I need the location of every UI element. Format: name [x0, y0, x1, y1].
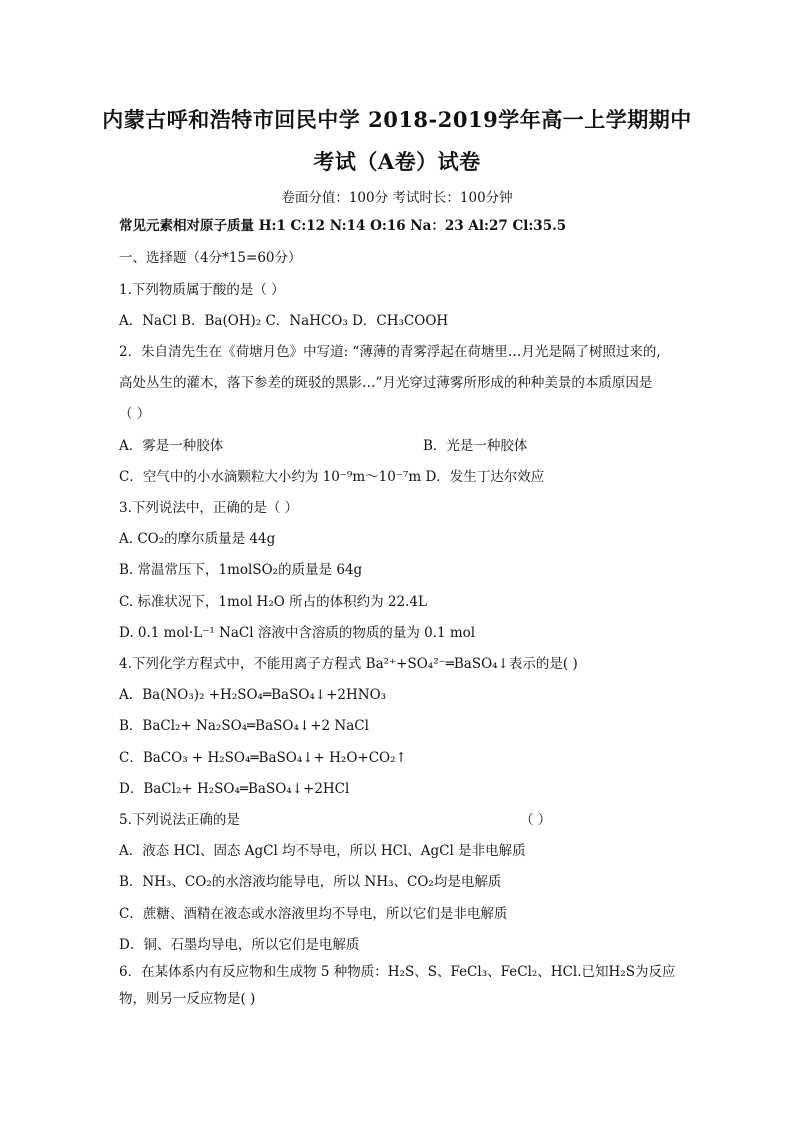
q6-stem-line-1: 6．在某体系内有反应物和生成物 5 种物质：H₂S、S、FeCl₃、FeCl₂、HCl.已知H₂S为反应 [119, 964, 676, 980]
q2-options-c-d: C．空气中的小水滴颗粒大小约为 10⁻⁹m～10⁻⁷m D．发生丁达尔效应 [119, 469, 545, 485]
q4-stem: 4.下列化学方程式中，不能用离子方程式 Ba²⁺+SO₄²⁻═BaSO₄↓表示的是( ) [119, 656, 578, 672]
q3-stem: 3.下列说法中，正确的是（ ） [119, 500, 299, 516]
exam-title-line-1: 内蒙古呼和浩特市回民中学 2018-2019学年高一上学期期中 [102, 107, 692, 132]
q5-option-b: B．NH₃、CO₂的水溶液均能导电，所以 NH₃、CO₂均是电解质 [119, 874, 502, 890]
q5-option-c: C．蔗糖、酒精在液态或水溶液里均不导电，所以它们是非电解质 [119, 906, 508, 922]
q3-option-c: C. 标准状况下，1mol H₂O 所占的体积约为 22.4L [119, 594, 427, 610]
q5-stem: 5.下列说法正确的是 [119, 812, 240, 828]
q1-stem: 1.下列物质属于酸的是（ ） [119, 282, 285, 298]
q5-option-d: D．铜、石墨均导电，所以它们是电解质 [119, 937, 360, 953]
q2-option-a: A．雾是一种胶体 [119, 438, 224, 454]
section-heading: 一、选择题（4分*15=60分） [119, 250, 302, 266]
exam-title-line-2: 考试（A卷）试卷 [313, 149, 481, 174]
q4-option-b: B．BaCl₂+ Na₂SO₄═BaSO₄↓+2 NaCl [119, 718, 369, 734]
exam-subtitle: 卷面分值：100分 考试时长：100分钟 [281, 190, 513, 206]
q3-option-a: A. CO₂的摩尔质量是 44g [119, 531, 276, 547]
q4-option-a: A．Ba(NO₃)₂ +H₂SO₄═BaSO₄↓+2HNO₃ [119, 687, 387, 703]
q4-option-c: C．BaCO₃ + H₂SO₄═BaSO₄↓+ H₂O+CO₂↑ [119, 750, 407, 766]
q2-option-b: B．光是一种胶体 [423, 438, 528, 454]
q4-option-d: D．BaCl₂+ H₂SO₄═BaSO₄↓+2HCl [119, 781, 350, 797]
q5-answer-paren: （ ） [520, 812, 552, 828]
q1-options: A．NaCl B．Ba(OH)₂ C．NaHCO₃ D．CH₃COOH [119, 313, 449, 329]
q2-stem-line-3: （ ） [119, 406, 151, 422]
q5-option-a: A．液态 HCl、固态 AgCl 均不导电，所以 HCl、AgCl 是非电解质 [119, 843, 526, 859]
atomic-masses: 常见元素相对原子质量 H:1 C:12 N:14 O:16 Na：23 Al:27 Cl:35.5 [119, 218, 567, 234]
q2-stem-line-1: 2．朱自清先生在《荷塘月色》中写道: “薄薄的青雾浮起在荷塘里…月光是隔了树照过来的, [119, 344, 661, 360]
q3-option-b: B. 常温常压下，1molSO₂的质量是 64g [119, 562, 363, 578]
q6-stem-line-2: 物，则另一反应物是( ) [119, 991, 256, 1007]
q3-option-d: D. 0.1 mol·L⁻¹ NaCl 溶液中含溶质的物质的量为 0.1 mol [119, 625, 476, 641]
q2-stem-line-2: 高处丛生的灌木，落下参差的斑驳的黑影…”月光穿过薄雾所形成的种种美景的本质原因是 [119, 375, 653, 391]
